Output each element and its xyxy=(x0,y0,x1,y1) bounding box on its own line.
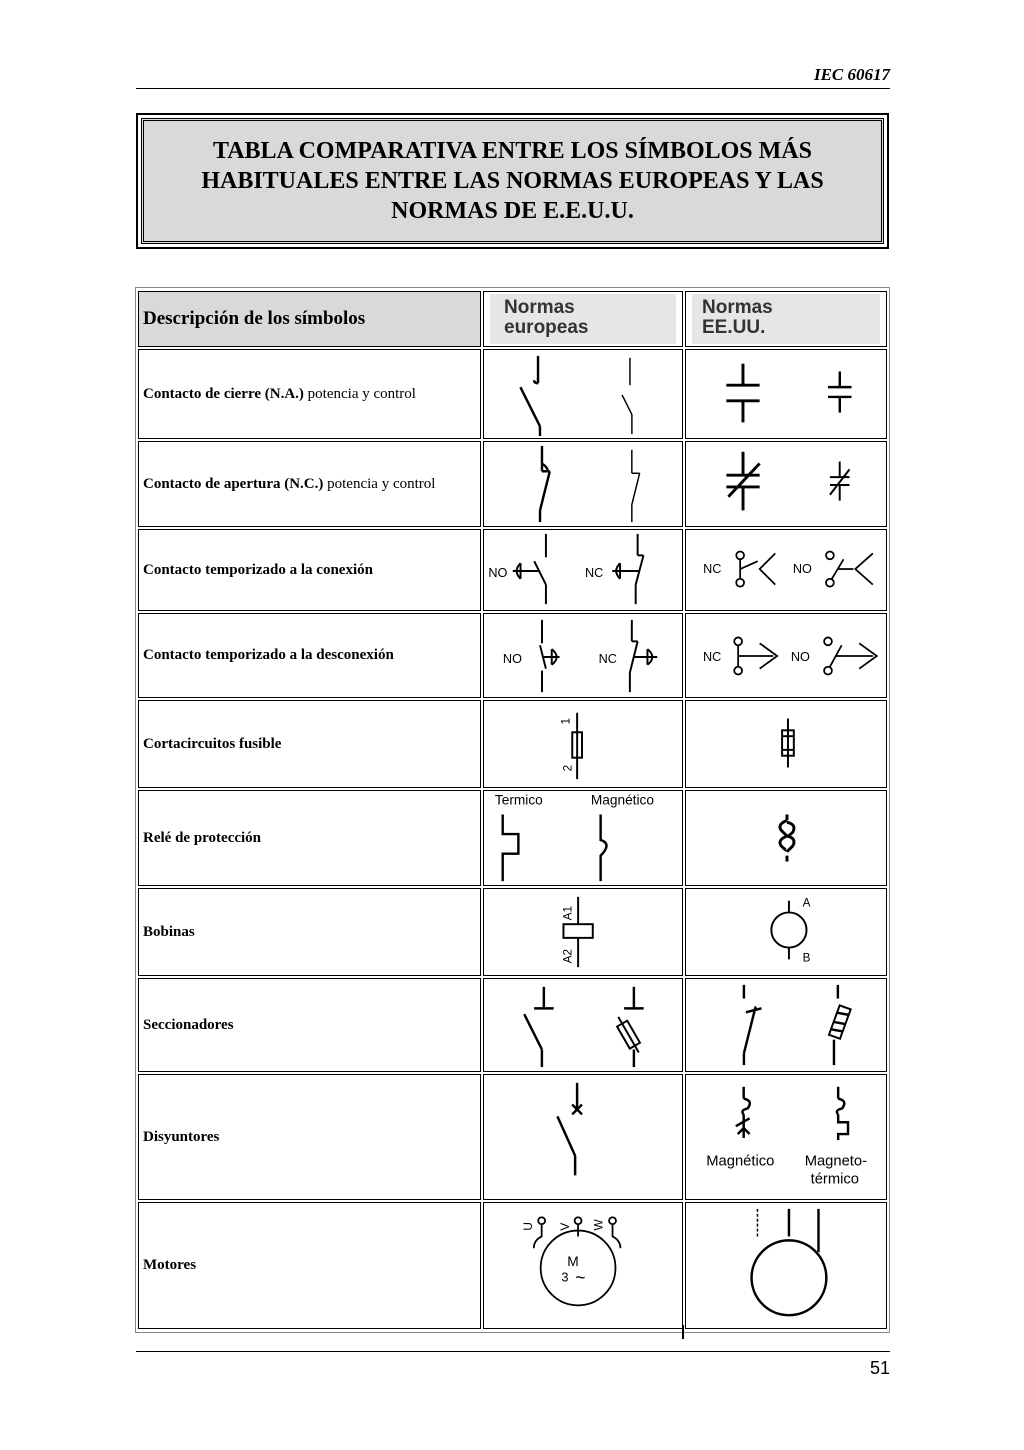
row-name: Seccionadores xyxy=(143,1016,234,1033)
thermal-label: Termico xyxy=(494,792,543,808)
row-description xyxy=(138,700,481,788)
motor-terminal-u: U xyxy=(520,1222,535,1231)
row-description xyxy=(138,613,481,698)
motor-phase-label: 3 xyxy=(561,1269,569,1285)
row-description xyxy=(138,529,481,611)
row-name: Cortacircuitos fusible xyxy=(143,735,282,752)
no-label: NO xyxy=(502,651,522,666)
header-european xyxy=(483,291,683,347)
eu-fuse-symbol xyxy=(483,700,683,788)
motor-m-label: M xyxy=(567,1253,579,1269)
header-us-line1: Normas xyxy=(702,297,773,318)
magneto-thermal-label-line2: térmico xyxy=(810,1171,859,1188)
header-european-label xyxy=(504,298,588,338)
page-title: TABLA COMPARATIVA ENTRE LOS SÍMBOLOS MÁS HABITUALES ENTRE LAS NORMAS EUROPEAS Y LAS NORMAS DE E.E.U.U. xyxy=(201,138,824,224)
page-header xyxy=(136,62,890,89)
row-description xyxy=(138,1074,481,1200)
table-row xyxy=(136,978,889,1072)
us-on-delay-symbol xyxy=(685,529,887,611)
header-description-label: Descripción de los símbolos xyxy=(143,308,366,329)
title-box-inner xyxy=(141,118,884,244)
table-row xyxy=(136,1074,889,1200)
column-divider-overflow xyxy=(682,1325,684,1339)
row-name: Relé de protección xyxy=(143,829,262,846)
coil-terminal-a1: A1 xyxy=(561,905,575,921)
us-circuit-breaker-symbol xyxy=(685,1074,887,1200)
row-name-paren: (N.A.) xyxy=(264,385,304,402)
header-us-line2: EE.UU. xyxy=(702,317,766,338)
header-european-line1: Normas xyxy=(504,297,575,318)
row-description xyxy=(138,790,481,886)
coil-terminal-a2: A2 xyxy=(561,948,575,964)
table-row xyxy=(136,700,889,788)
title-box xyxy=(136,113,889,249)
row-name: Contacto de apertura xyxy=(143,475,281,492)
table-row xyxy=(136,441,889,527)
table-header-row xyxy=(136,291,889,347)
row-name-rest: potencia y control xyxy=(307,385,416,402)
nc-label: NC xyxy=(584,565,604,580)
row-description xyxy=(138,888,481,976)
eu-coil-symbol xyxy=(483,888,683,976)
no-label: NO xyxy=(790,649,810,664)
nc-label: NC xyxy=(703,561,722,576)
row-name-paren: (N.C.) xyxy=(284,475,324,492)
header-us-label xyxy=(702,298,773,338)
nc-label: NC xyxy=(703,649,722,664)
page-number: 51 xyxy=(869,1358,890,1378)
us-disconnector-symbol xyxy=(685,978,887,1072)
eu-no-contact-symbol xyxy=(483,349,683,439)
row-name: Contacto temporizado a la desconexión xyxy=(143,647,394,663)
magnetic-breaker-label: Magnético xyxy=(706,1153,775,1170)
magnetic-label: Magnético xyxy=(590,792,654,808)
coil-terminal-b: B xyxy=(802,951,811,965)
us-fuse-symbol xyxy=(685,700,887,788)
row-description xyxy=(138,441,481,527)
coil-terminal-a: A xyxy=(802,896,811,910)
eu-motor-symbol xyxy=(483,1202,683,1329)
fuse-terminal-1: 1 xyxy=(559,717,573,725)
row-name: Contacto de cierre xyxy=(143,385,262,402)
row-name: Bobinas xyxy=(143,923,195,940)
fuse-terminal-2: 2 xyxy=(561,764,575,772)
table-row xyxy=(136,529,889,611)
eu-nc-contact-symbol xyxy=(483,441,683,527)
us-motor-symbol xyxy=(685,1202,887,1329)
table-row xyxy=(136,790,889,886)
standard-label: IEC 60617 xyxy=(813,65,890,84)
eu-circuit-breaker-symbol xyxy=(483,1074,683,1200)
us-protection-relay-symbol xyxy=(685,790,887,886)
eu-off-delay-symbol xyxy=(483,613,683,698)
eu-protection-relay-symbol xyxy=(483,790,683,886)
row-description xyxy=(138,1202,481,1329)
us-off-delay-symbol xyxy=(685,613,887,698)
nc-label: NC xyxy=(598,651,617,666)
motor-ac-label: ~ xyxy=(575,1267,586,1288)
us-no-contact-symbol xyxy=(685,349,887,439)
header-european-line2: europeas xyxy=(504,317,589,338)
eu-disconnector-symbol xyxy=(483,978,683,1072)
row-name: Disyuntores xyxy=(143,1128,220,1145)
us-coil-symbol xyxy=(685,888,887,976)
header-description xyxy=(138,291,481,347)
motor-terminal-w: W xyxy=(591,1219,606,1231)
table-row xyxy=(136,349,889,439)
symbols-table xyxy=(135,287,890,1333)
page-footer xyxy=(136,1351,890,1378)
table-row xyxy=(136,888,889,976)
table-row xyxy=(136,613,889,698)
row-name-rest: potencia y control xyxy=(327,475,436,492)
no-label: NO xyxy=(792,561,812,576)
row-name: Motores xyxy=(143,1257,197,1273)
magneto-thermal-label-line1: Magneto- xyxy=(804,1153,868,1170)
row-name: Contacto temporizado a la conexión xyxy=(143,561,373,578)
eu-on-delay-symbol xyxy=(483,529,683,611)
row-description xyxy=(138,978,481,1072)
header-us xyxy=(685,291,887,347)
row-description xyxy=(138,349,481,439)
no-label: NO xyxy=(488,565,508,580)
motor-terminal-v: V xyxy=(558,1222,573,1231)
table-row xyxy=(136,1202,889,1329)
us-nc-contact-symbol xyxy=(685,441,887,527)
